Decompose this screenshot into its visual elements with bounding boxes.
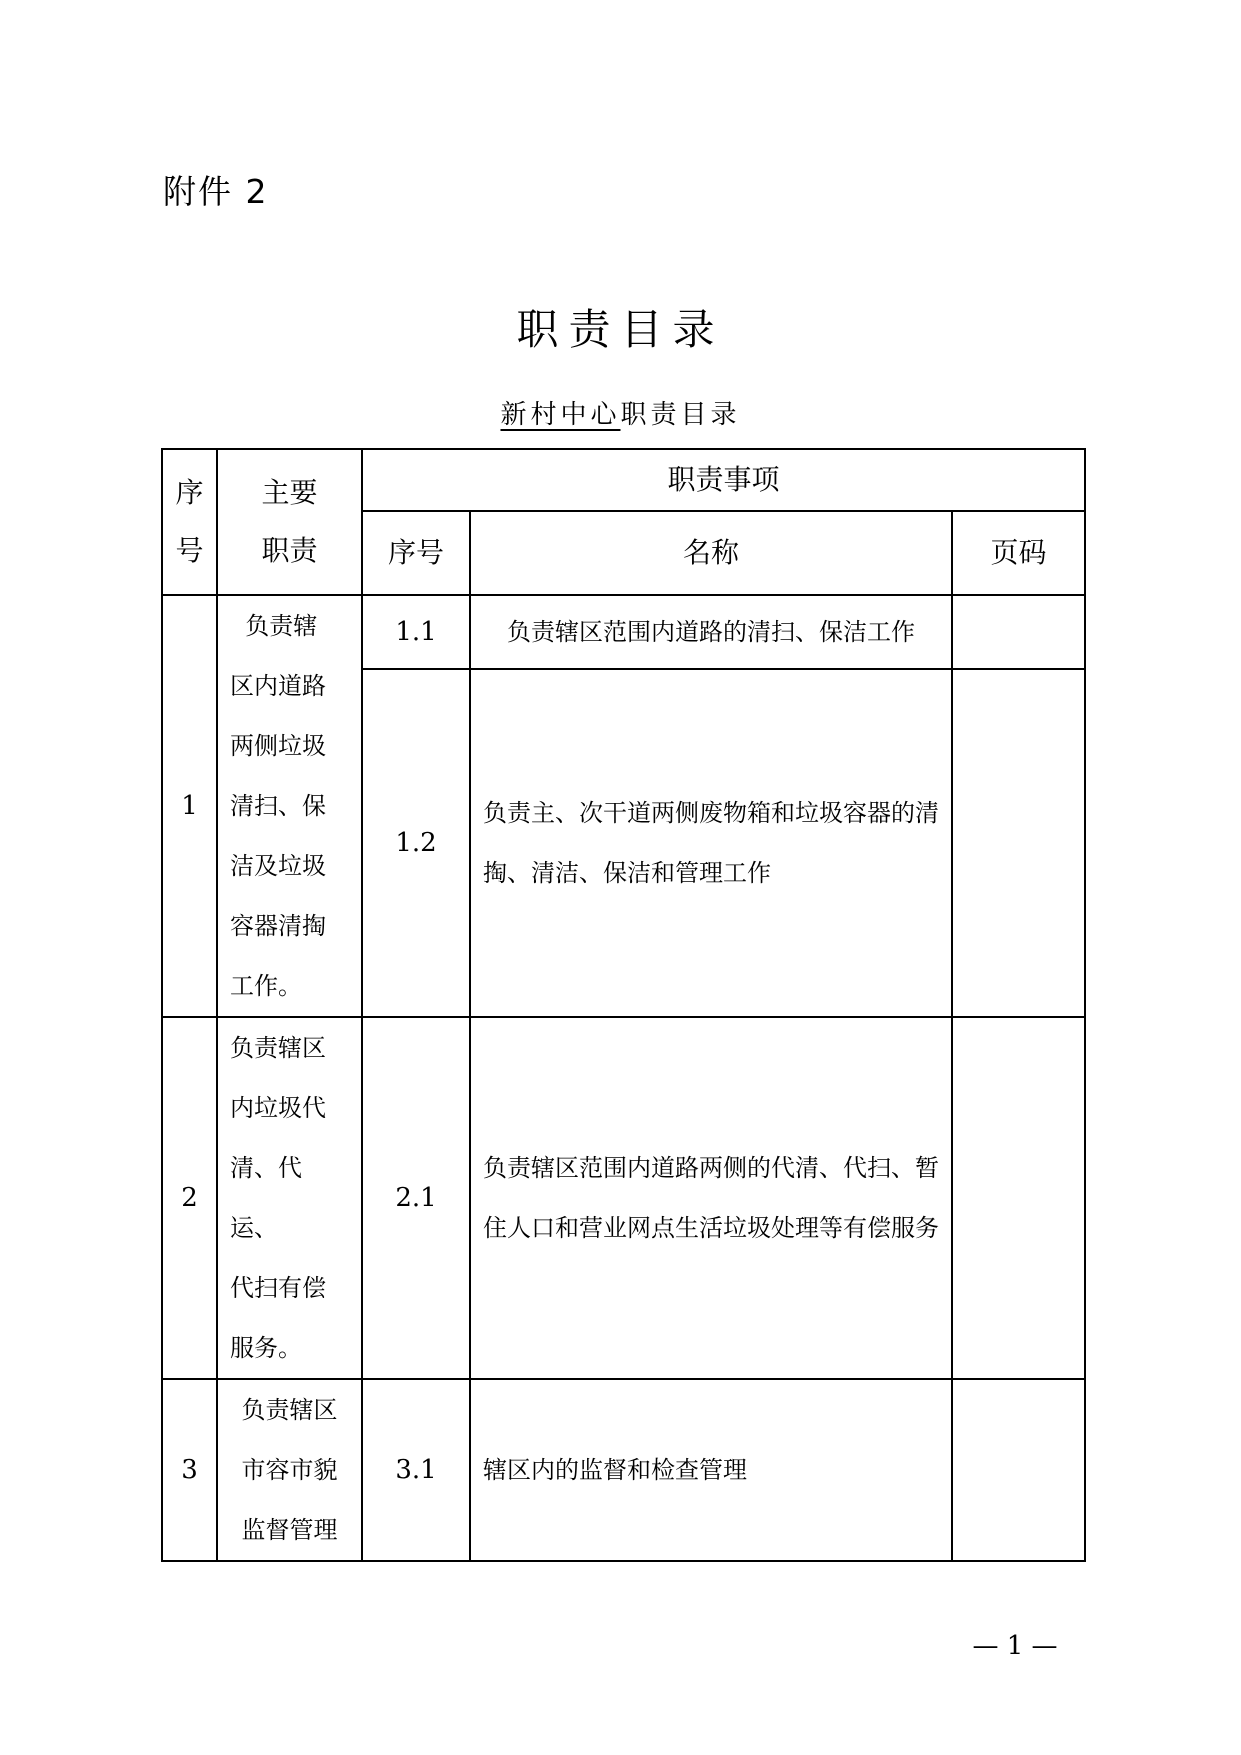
table-row xyxy=(162,595,1085,669)
row-seq: 1 xyxy=(162,595,217,1017)
row-main-duty: 负责辖区 内垃圾代 清、代运、 代扫有偿 服务。 xyxy=(217,1017,362,1379)
header-item-name: 名称 xyxy=(470,511,952,595)
row-main-duty: 负责辖 区内道路 两侧垃圾 清扫、保 洁及垃圾 容器清掏 工作。 xyxy=(217,595,362,1017)
item-name: 负责辖区范围内道路两侧的代清、代扫、暂住人口和营业网点生活垃圾处理等有偿服务 xyxy=(470,1017,952,1379)
row-main-duty: 负责辖区 市容市貌 监督管理 xyxy=(217,1379,362,1561)
table-subtitle xyxy=(0,397,1241,433)
item-name: 负责辖区范围内道路的清扫、保洁工作 xyxy=(470,595,952,669)
header-item-seq: 序号 xyxy=(362,511,470,595)
header-main-duty: 主要 职责 xyxy=(217,449,362,595)
header-page: 页码 xyxy=(952,511,1085,595)
page-number: — 1 — xyxy=(972,1631,1058,1661)
item-seq: 3.1 xyxy=(362,1379,470,1561)
attachment-label: 附件 2 xyxy=(163,172,269,211)
item-seq: 1.2 xyxy=(362,669,470,1017)
header-duty-items: 职责事项 xyxy=(362,449,1085,511)
page-title: 职责目录 xyxy=(516,305,725,354)
row-seq: 3 xyxy=(162,1379,217,1561)
row-seq: 2 xyxy=(162,1017,217,1379)
header-seq: 序 号 xyxy=(162,449,217,595)
item-name: 负责主、次干道两侧废物箱和垃圾容器的清掏、清洁、保洁和管理工作 xyxy=(470,669,952,1017)
item-page xyxy=(952,595,1085,669)
item-page xyxy=(952,1379,1085,1561)
table-row xyxy=(162,1379,1085,1561)
subtitle-rest: 职责目录 xyxy=(620,400,741,430)
item-page xyxy=(952,1017,1085,1379)
subtitle-org-name: 新村中心 xyxy=(500,400,621,430)
item-seq: 1.1 xyxy=(362,595,470,669)
item-seq: 2.1 xyxy=(362,1017,470,1379)
table-row xyxy=(162,1017,1085,1379)
item-name: 辖区内的监督和检查管理 xyxy=(470,1379,952,1561)
item-page xyxy=(952,669,1085,1017)
responsibility-table xyxy=(161,448,1086,1562)
